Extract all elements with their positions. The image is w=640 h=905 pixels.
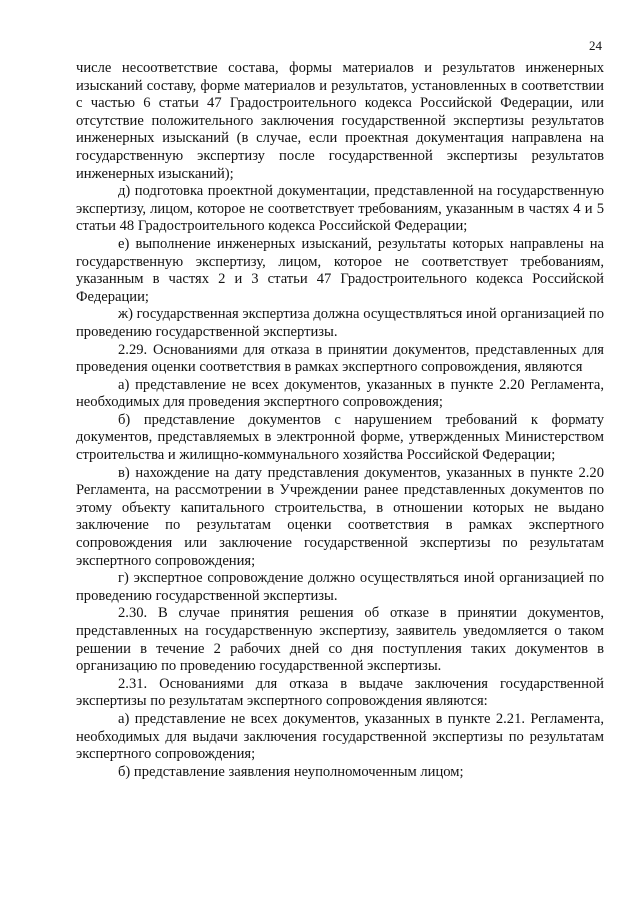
paragraph-2-29-item-b: б) представление документов с нарушением требований к формату документов, представляемых в электронной форме, утвержденных Министерством строительства и жилищно-коммунального хозяйства Российской Федерации; <box>76 411 604 464</box>
paragraph-2-29: 2.29. Основаниями для отказа в принятии документов, представленных для проведения оценки соответствия в рамках экспертного сопровождения, являются <box>76 341 604 376</box>
paragraph-item-e: е) выполнение инженерных изысканий, результаты которых направлены на государственную экспертизу, лицом, которое не соответствует требованиям, указанным в частях 2 и 3 статьи 47 Градостроительного кодекса Российской Федерации; <box>76 235 604 305</box>
paragraph-2-29-item-g: г) экспертное сопровождение должно осуществляться иной организацией по проведению государственной экспертизы. <box>76 570 604 604</box>
paragraph-2-29-item-a: а) представление не всех документов, указанных в пункте 2.20 Регламента, необходимых для проведения экспертного сопровождения; <box>76 376 604 411</box>
paragraph-2-31-item-b: б) представление заявления неуполномоченным лицом; <box>118 763 464 780</box>
paragraph-item-d: д) подготовка проектной документации, представленной на государственную экспертизу, лицом, которое не соответствует требованиям, указанным в частях 4 и 5 статьи 48 Градостроительного кодекса Российской Федерации; <box>76 183 604 235</box>
paragraph-2-31: 2.31. Основаниями для отказа в выдаче заключения государственной экспертизы по результатам экспертного сопровождения являются: <box>76 675 604 710</box>
paragraph-2-30: 2.30. В случае принятия решения об отказе в принятии документов, представленных на государственную экспертизу, заявитель уведомляется о таком решении в течение 2 рабочих дней со дня поступления таких документов в организацию по проведению государственной экспертизы. <box>76 605 604 675</box>
paragraph-2-31-item-a: а) представление не всех документов, указанных в пункте 2.21. Регламента, необходимых для выдачи заключения государственной экспертизы по результатам экспертного сопровождения; <box>76 710 604 763</box>
paragraph-continuation: числе несоответствие состава, формы материалов и результатов инженерных изысканий составу, форме материалов и результатов, установленных в соответствии с частью 6 статьи 47 Градостроительного кодекса Российской Федерации, или отсутствие положительного заключения государственной экспертизы результатов инженерных изысканий (в случае, если проектная документация направлена на государственную экспертизу после государственной экспертизы результатов инженерных изысканий); <box>76 60 604 182</box>
page-number: 24 <box>589 38 602 53</box>
paragraph-item-zh: ж) государственная экспертиза должна осуществляться иной организацией по проведению государственной экспертизы. <box>76 306 604 340</box>
document-body <box>76 60 604 781</box>
paragraph-2-29-item-v: в) нахождение на дату представления документов, указанных в пункте 2.20 Регламента, на рассмотрении в Учреждении ранее представленных документов по этому объекту капитального строительства, в отношении которых не выдано заключение по результатам оценки соответствия в рамках экспертного сопровождения или заключение государственной экспертизы по результатам экспертного сопровождения; <box>76 464 604 569</box>
